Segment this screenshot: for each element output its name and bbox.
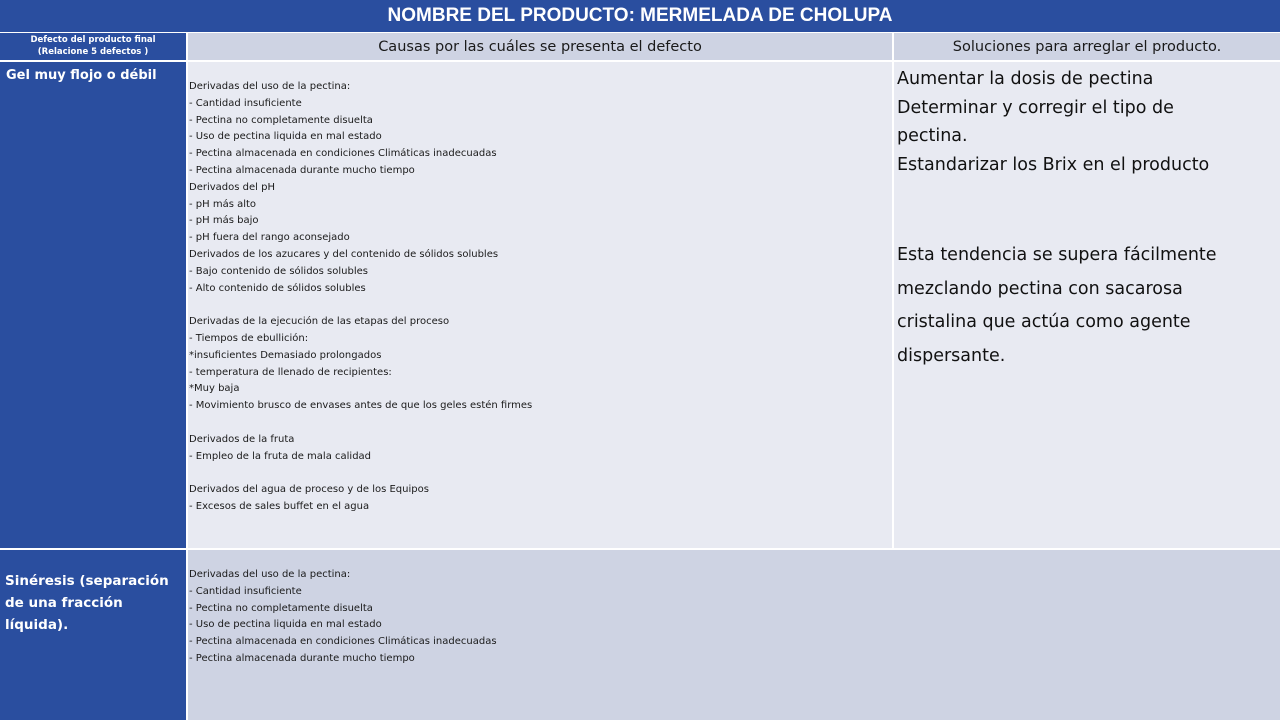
cause-line: - pH más bajo: [189, 215, 259, 227]
row1-solutions-note: [897, 239, 1267, 373]
header-defect-line2: (Relacione 5 defectos ): [37, 47, 149, 57]
solution-line: Determinar y corregir el tipo de: [897, 97, 1174, 118]
cause-line: [189, 465, 892, 482]
row1-solutions-list: [894, 62, 1280, 179]
row2-causes-list: [188, 550, 1280, 668]
cause-line: - Pectina no completamente disuelta: [189, 114, 373, 126]
row1-defect-cell: [0, 62, 186, 548]
cause-line: - Pectina almacenada durante mucho tiempo: [189, 652, 415, 664]
cause-line: Derivadas del uso de la pectina:: [189, 81, 351, 92]
cause-line: [189, 415, 892, 432]
cause-line: *insuficientes Demasiado prolongados: [189, 349, 382, 361]
cause-line: Derivados de la fruta: [189, 433, 295, 445]
cause-line: - Alto contenido de sólidos solubles: [189, 282, 366, 294]
cause-line: - Movimiento brusco de envases antes de que los geles estén firmes: [189, 400, 533, 412]
cause-line: - pH más alto: [189, 198, 257, 210]
cause-line: - Pectina almacenada durante mucho tiempo: [189, 164, 415, 176]
cause-line: Derivados del pH: [189, 181, 275, 193]
row1-defect-text: Gel muy flojo o débil: [6, 68, 157, 83]
row2-defect-line: Sinéresis (separación: [5, 573, 169, 589]
cause-line: [189, 297, 892, 314]
header-defect: [0, 33, 186, 60]
row2-defect-line: líquida).: [5, 617, 69, 633]
cause-line: - Uso de pectina liquida en mal estado: [189, 131, 382, 143]
solution-line: Estandarizar los Brix en el producto: [897, 154, 1210, 175]
cause-line: Derivadas del uso de la pectina:: [189, 569, 351, 580]
solution-note-line: Esta tendencia se supera fácilmente: [897, 245, 1217, 265]
cause-line: - Tiempos de ebullición:: [189, 332, 309, 344]
row2-defect-line: de una fracción: [5, 595, 123, 611]
solution-line: Aumentar la dosis de pectina: [897, 69, 1154, 89]
solution-line: pectina.: [897, 126, 968, 146]
row1-causes-cell: [188, 62, 892, 548]
cause-line: - Pectina no completamente disuelta: [189, 602, 373, 614]
row2-causes-cell: [188, 550, 1280, 720]
cause-line: - Excesos de sales buffet en el agua: [189, 500, 370, 512]
solution-note-line: mezclando pectina con sacarosa: [897, 278, 1183, 299]
cause-line: - temperatura de llenado de recipientes:: [189, 366, 392, 378]
cause-line: - Cantidad insuficiente: [189, 97, 302, 109]
cause-line: Derivados de los azucares y del contenido de sólidos solubles: [189, 248, 499, 260]
header-causes: Causas por las cuáles se presenta el defecto: [188, 33, 892, 60]
cause-line: - Empleo de la fruta de mala calidad: [189, 450, 372, 462]
row1-solutions-cell: [894, 62, 1280, 548]
header-defect-line1: Defecto del producto final: [30, 35, 156, 45]
cause-line: - Cantidad insuficiente: [189, 585, 302, 597]
row1-causes-list: [188, 62, 892, 516]
cause-line: - Uso de pectina liquida en mal estado: [189, 619, 382, 631]
row2-defect-cell: [0, 550, 186, 720]
cause-line: *Muy baja: [189, 383, 240, 395]
page-title: NOMBRE DEL PRODUCTO: MERMELADA DE CHOLUPA: [0, 0, 1280, 32]
cause-line: - Bajo contenido de sólidos solubles: [189, 265, 368, 277]
cause-line: Derivadas de la ejecución de las etapas del proceso: [189, 316, 450, 328]
cause-line: - Pectina almacenada en condiciones Climáticas inadecuadas: [189, 148, 497, 160]
solution-note-line: cristalina que actúa como agente: [897, 312, 1191, 332]
cause-line: - Pectina almacenada en condiciones Climáticas inadecuadas: [189, 636, 497, 648]
cause-line: Derivados del agua de proceso y de los Equipos: [189, 484, 429, 496]
header-solutions: Soluciones para arreglar el producto.: [894, 33, 1280, 60]
solution-note-line: dispersante.: [897, 345, 1006, 366]
cause-line: - pH fuera del rango aconsejado: [189, 232, 350, 244]
